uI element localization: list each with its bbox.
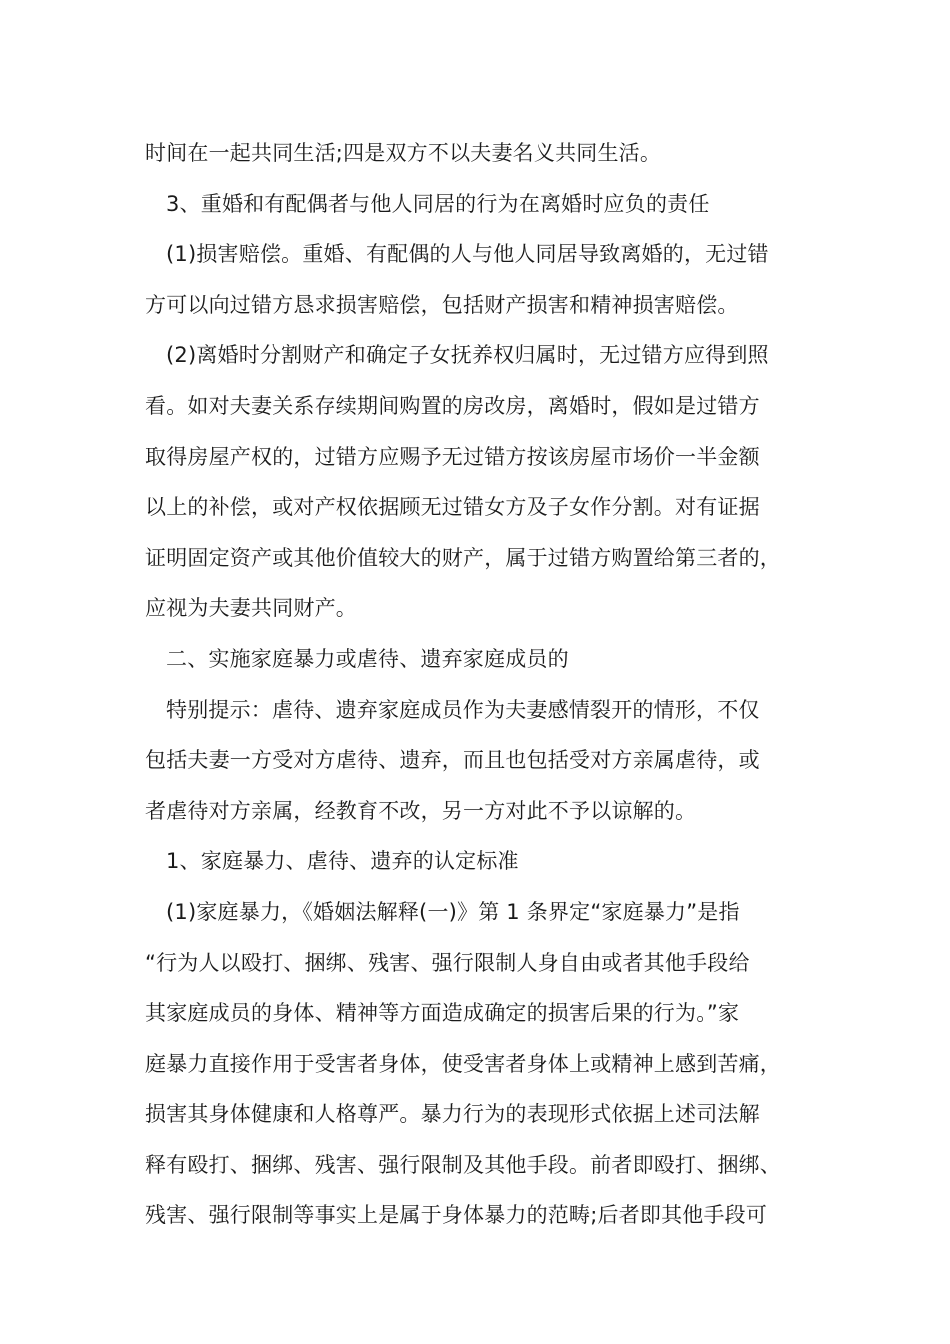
text-line: “行为人以殴打、捆绑、残害、强行限制人身自由或者其他手段给 — [145, 950, 750, 975]
text-line: 庭暴力直接作用于受害者身体，使受害者身体上或精神上感到苦痛， — [145, 1051, 781, 1076]
section-heading: 二、实施家庭暴力或虐待、遗弃家庭成员的 — [166, 646, 569, 671]
text-line: 者虐待对方亲属，经教育不改，另一方对此不予以谅解的。 — [145, 798, 697, 823]
text-line: 证明固定资产或其他价值较大的财产，属于过错方购置给第三者的， — [145, 545, 781, 570]
text-line: 特别提示：虐待、遗弃家庭成员作为夫妻感情裂开的情形，不仅 — [166, 697, 760, 722]
text-line: 其家庭成员的身体、精神等方面造成确定的损害后果的行为。”家 — [145, 1001, 740, 1026]
text-line: 时间在一起共同生活;四是双方不以夫妻名义共同生活。 — [145, 141, 662, 165]
text-line: 应视为夫妻共同财产。 — [145, 596, 357, 621]
text-line: (1)损害赔偿。重婚、有配偶的人与他人同居导致离婚的，无过错 — [166, 242, 769, 267]
text-line: 看。如对夫妻关系存续期间购置的房改房，离婚时，假如是过错方 — [145, 393, 760, 418]
text-line: 3、重婚和有配偶者与他人同居的行为在离婚时应负的责任 — [166, 191, 710, 216]
text-line: 包括夫妻一方受对方虐待、遗弃，而且也包括受对方亲属虐待，或 — [145, 748, 760, 773]
text-line: 释有殴打、捆绑、残害、强行限制及其他手段。前者即殴打、捆绑、 — [145, 1152, 781, 1177]
text-line: 取得房屋产权的，过错方应赐予无过错方按该房屋市场价一半金额 — [145, 444, 760, 469]
subsection-heading: 1、家庭暴力、虐待、遗弃的认定标准 — [166, 849, 519, 874]
text-line: 损害其身体健康和人格尊严。暴力行为的表现形式依据上述司法解 — [145, 1102, 760, 1127]
text-line: 残害、强行限制等事实上是属于身体暴力的范畴;后者即其他手段可 — [145, 1203, 768, 1228]
text-line: (2)离婚时分割财产和确定子女抚养权归属时，无过错方应得到照 — [166, 343, 769, 368]
document-body — [145, 128, 825, 1241]
text-line: (1)家庭暴力，《婚姻法解释(一)》第 1 条界定“家庭暴力”是指 — [166, 899, 740, 924]
text-line: 方可以向过错方恳求损害赔偿，包括财产损害和精神损害赔偿。 — [145, 292, 739, 317]
text-line: 以上的补偿，或对产权依据顾无过错女方及子女作分割。对有证据 — [145, 495, 760, 520]
